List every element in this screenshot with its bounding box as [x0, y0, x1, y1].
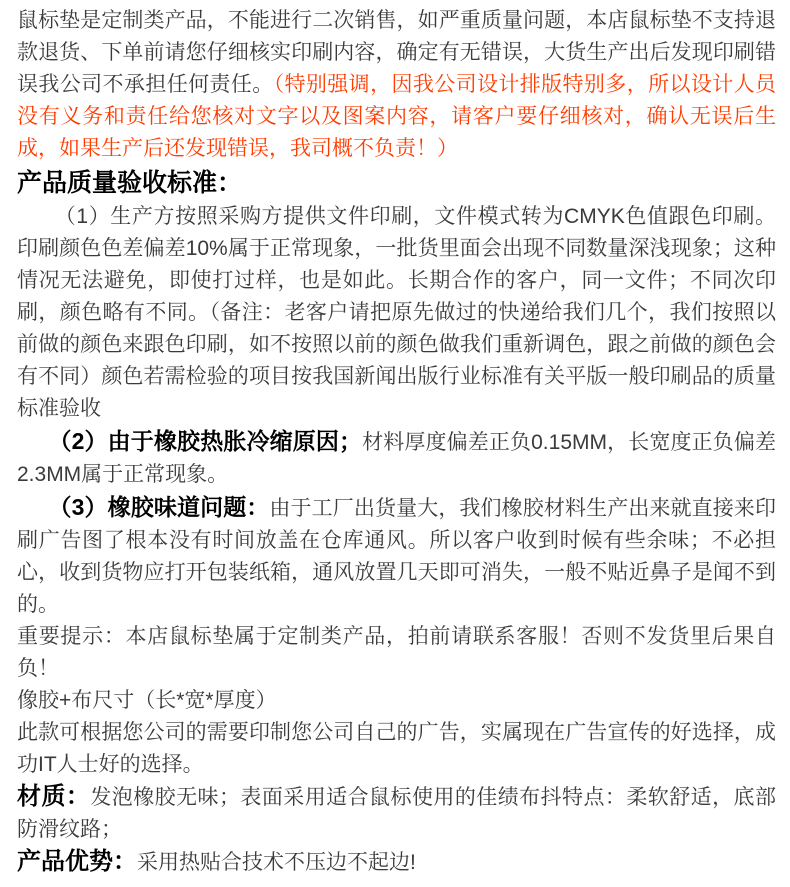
standard-item-3-text: 由于工厂出货量大，我们橡胶材料生产出来就直接来印刷广告图了根本没有时间放盖在仓库通风。所以客户收到时候有些余味；不必担心，收到货物应打开包装纸箱，通风放置几天即可消失，一般不贴近鼻子是闻不到的。: [17, 497, 777, 616]
product-advantage-text: 采用热贴合技术不压边不起边!: [137, 851, 416, 874]
intro-paragraph: [17, 5, 776, 165]
quality-standards-heading: 产品质量验收标准：: [17, 169, 243, 197]
material-text: 发泡橡胶无味；表面采用适合鼠标使用的佳绩布抖特点：柔软舒适，底部防滑纹路；: [17, 786, 777, 841]
material-line: [17, 781, 776, 846]
standard-item-1: （1）生产方按照采购方提供文件印刷，文件模式转为CMYK色值跟色印刷。印刷颜色色差偏差10%属于正常现象，一批货里面会出现不同数量深浅现象；这种情况无法避免，即使打过样，也是如此。长期合作的客户，同一文件；不同次印刷，颜色略有不同。（备注：老客户请把原先做过的快递给我们几个，我们按照以前做的颜色来跟色印刷，如不按照以前的颜色做我们重新调色，跟之前做的颜色会有不同）颜色若需检验的项目按我国新闻出版行业标准有关平版一般印刷品的质量标准验收: [17, 205, 776, 420]
size-spec-line: 像胶+布尺寸（长*宽*厚度）: [17, 689, 277, 712]
standard-item-2-title: （2）由于橡胶热胀冷缩原因；: [48, 428, 362, 454]
advertising-pitch-line: 此款可根据您公司的需要印制您公司自己的广告，实属现在广告宣传的好选择，成功IT人士好的选择。: [17, 721, 776, 776]
standard-item-2-text: 材料厚度偏差正负0.15MM，长宽度正负偏差2.3MM属于正常现象。: [17, 431, 777, 486]
standard-item-3: [17, 491, 776, 621]
intro-disclaimer-text: 鼠标垫是定制类产品，不能进行二次销售，如严重质量问题，本店鼠标垫不支持退款退货、下单前请您仔细核实印刷内容，确定有无错误，大货生产出后发现印刷错误我公司不承担任何责任。: [17, 9, 776, 96]
important-notice-line: 重要提示：本店鼠标垫属于定制类产品，拍前请联系客服！否则不发货里后果自负！: [17, 625, 776, 680]
intro-red-warning-text: （特别强调，因我公司设计排版特别多，所以设计人员没有义务和责任给您核对文字以及图案内容，请客户要仔细核对，确认无误后生成，如果生产后还发现错误，我司概不负责！）: [17, 73, 777, 160]
standard-item-3-title: （3）橡胶味道问题：: [48, 494, 270, 520]
product-advantage-label: 产品优势：: [17, 848, 137, 875]
product-advantage-line: [17, 846, 776, 879]
standard-item-2: [17, 425, 776, 491]
material-label: 材质：: [17, 783, 91, 810]
